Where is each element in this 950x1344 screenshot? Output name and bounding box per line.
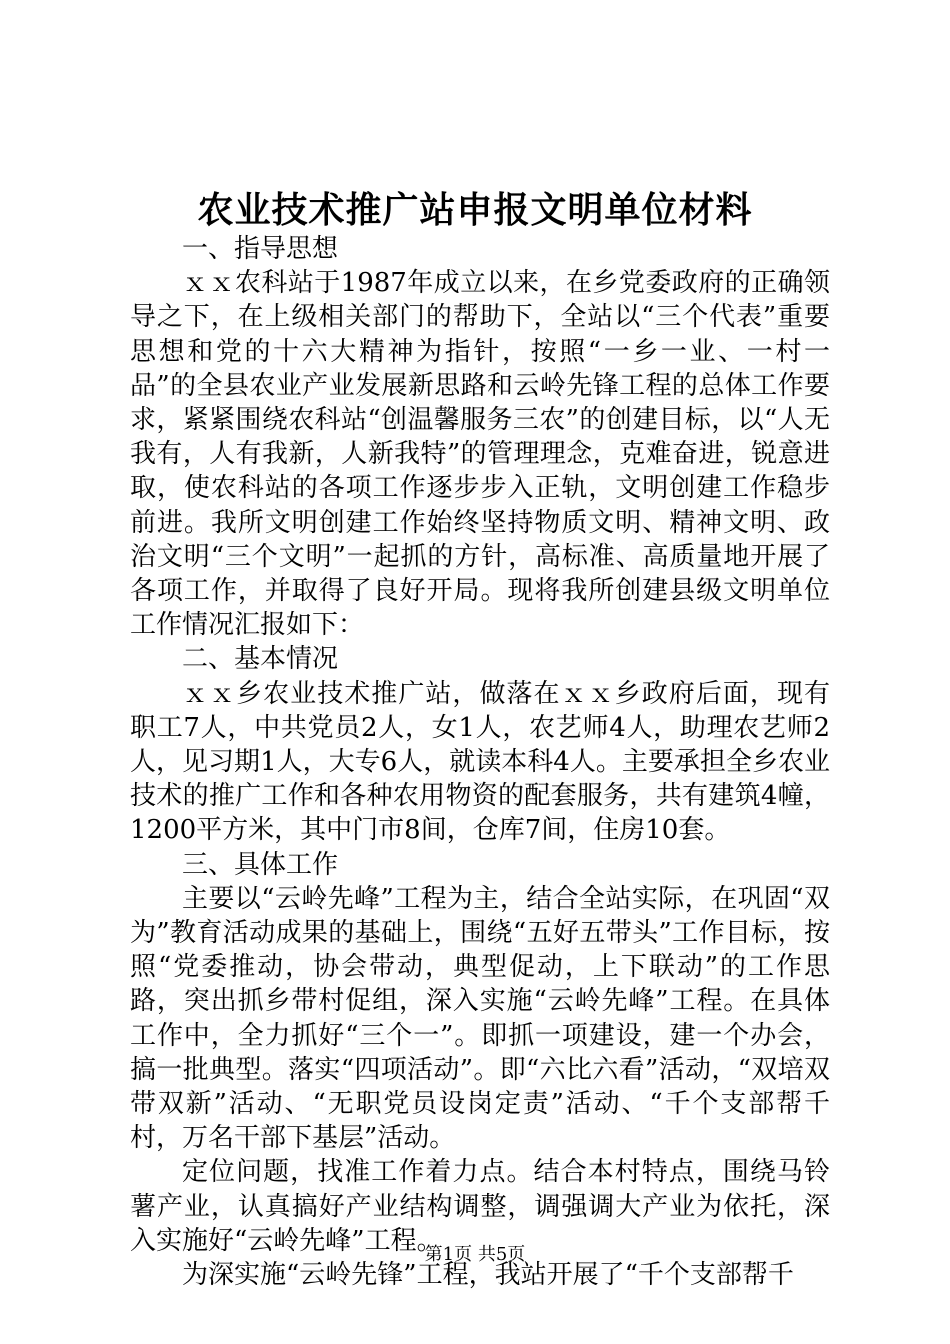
section-heading-guiding-ideology: 一、指导思想 <box>182 234 339 264</box>
document-title: 农业技术推广站申报文明单位材料 <box>197 189 753 231</box>
paragraph: 定位问题，找准工作着力点。结合本村特点，围绕马铃薯产业，认真搞好产业结构调整，调强调大产业为依托，深入实施好“云岭先峰”工程。 <box>130 1157 830 1256</box>
paragraph: 为深实施“云岭先锋”工程，我站开展了“千个支部帮千 <box>182 1260 794 1291</box>
paragraph: ｘｘ乡农业技术推广站，做落在ｘｘ乡政府后面，现有职工7人，中共党员2人，女1人，农艺师4人，助理农艺师2人，见习期1人，大专6人，就读本科4人。主要承担全乡农业技术的推广工作和各种农用物资的配套服务，共有建筑4幢，1200平方米，其中门市8间，仓库7间，住房10套。 <box>130 678 830 846</box>
document-body <box>130 232 830 1292</box>
section-heading-specific-work: 三、具体工作 <box>182 849 339 880</box>
section-heading-basic-situation: 二、基本情况 <box>182 644 339 675</box>
paragraph: ｘｘ农科站于1987年成立以来，在乡党委政府的正确领导之下，在上级相关部门的帮助下，全站以“三个代表”重要思想和党的十六大精神为指针，按照“一乡一业、一村一品”的全县农业产业发展新思路和云岭先锋工程的总体工作要求，紧紧围绕农科站“创温馨服务三农”的创建目标，以“人无我有，人有我新，人新我特”的管理理念，克难奋进，锐意进取，使农科站的各项工作逐步步入正轨，文明创建工作稳步前进。我所文明创建工作始终坚持物质文明、精神文明、政治文明“三个文明”一起抓的方针，高标准、高质量地开展了各项工作，并取得了良好开局。现将我所创建县级文明单位工作情况汇报如下： <box>130 268 830 641</box>
paragraph: 主要以“云岭先峰”工程为主，结合全站实际，在巩固“双为”教育活动成果的基础上，围绕“五好五带头”工作目标，按照“党委推动，协会带动，典型促动，上下联动”的工作思路，突出抓乡带村促组，深入实施“云岭先峰”工程。在具体工作中，全力抓好“三个一”。即抓一项建设，建一个办会，搞一批典型。落实“四项活动”。即“六比六看”活动，“双培双带双新”活动、“无职党员设岗定责”活动、“千个支部帮千村，万名干部下基层”活动。 <box>130 883 830 1154</box>
page-number-footer: 第1页 共5页 <box>424 1244 526 1265</box>
